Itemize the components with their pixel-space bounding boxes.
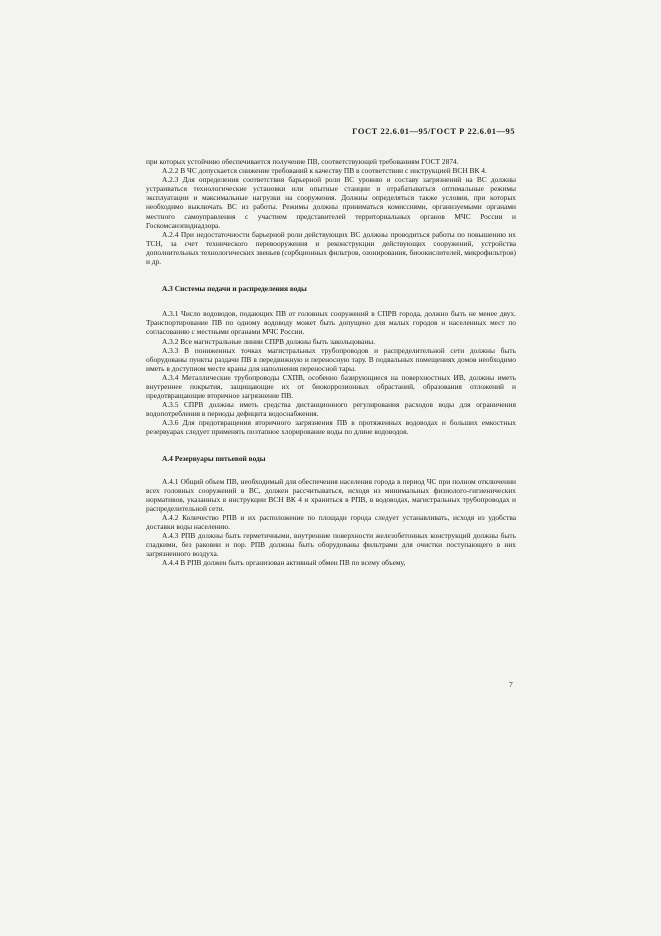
paragraph-a4-2: А.4.2 Количество РПВ и их расположение по площади города следует устанавливать, исходя из удобства доставки воды населению. xyxy=(146,513,516,532)
section-heading-a4: А.4 Резервуары питьевой воды xyxy=(162,453,266,463)
paragraph-a2-2: А.2.2 В ЧС допускается снижение требований к качеству ПВ в соответствии с инструкцией ВСН ВК 4. xyxy=(162,166,487,176)
paragraph-a2-4: А.2.4 При недостаточности барьерной роли действующих ВС должны проводиться работы по повышению их ТСН, за счет технического перевооружения и реконструкции действующих сооружений, устройства дополнительных технологических звеньев (сорбционных фильтров, озонирования, биоокислителей, микрофильтров) и др. xyxy=(146,229,516,267)
document-header: ГОСТ 22.6.01—95/ГОСТ Р 22.6.01—95 xyxy=(352,126,515,136)
paragraph-a3-3: А.3.3 В пониженных точках магистральных трубопроводов и распределительной сети должны быть оборудованы пункты раздачи ПВ в передвижную и переносную тару. В подвальных помещениях домов необходимо иметь в доступном месте краны для наполнения переносной тары. xyxy=(146,345,516,373)
paragraph-a2-3: А.2.3 Для определения соответствия барьерной роли ВС уровню и составу загрязнений на ВС должны устраиваться технологические установки или опытные станции и отрабатываться оптимальные режимы эксплуатации и максимальные нагрузки на сооружения. Должны определяться также условия, при которых необходимо выключать ВС из работы. Режимы должны приниматься комиссиями, организуемыми органами местного самоуправления с участием представителей территориальных органов МЧС России и Госкомсанэпиднадзора. xyxy=(146,175,516,230)
paragraph-a3-5: А.3.5 СПРВ должны иметь средства дистанционного регулирования расходов воды для ограничения водопотребления в периоды дефицита водоснабжения. xyxy=(146,400,516,419)
paragraph-a3-1: А.3.1 Число водоводов, подающих ПВ от головных сооружений в СПРВ города, должно быть не менее двух. Транспортирование ПВ по одному водоводу может быть допущено для малых городов и населенных мест по согласованию с местными органами МЧС России. xyxy=(146,309,516,337)
paragraph-a4-3: А.4.3 РПВ должны быть герметичными, внутренние поверхности железобетонных конструкций должны быть гладкими, без раковин и пор. РПВ должны быть оборудованы фильтрами для очистки поступающего в них загрязненного воздуха. xyxy=(146,531,516,559)
page-number: 7 xyxy=(509,680,513,689)
paragraph: при которых устойчиво обеспечивается получение ПВ, соответствующей требованиям ГОСТ 2874. xyxy=(146,157,459,166)
section-heading-a3: А.3 Системы подачи и распределения воды xyxy=(162,284,307,294)
paragraph-a3-2: А.3.2 Все магистральные линии СПРВ должны быть закольцованы. xyxy=(162,336,376,346)
document-body xyxy=(146,157,516,568)
paragraph-a4-4: А.4.4 В РПВ должен быть организован активный обмен ПВ по всему объему, xyxy=(162,558,406,568)
paragraph-a3-4: А.3.4 Металлические трубопроводы СХПВ, особенно базирующиеся на поверхностных ИВ, должны иметь внутреннее покрытия, защищающие их от биокоррозионных обрастаний, образования отложений и предотвращающие вторичное загрязнение ПВ. xyxy=(146,372,516,401)
paragraph-a4-1: А.4.1 Общий объем ПВ, необходимый для обеспечения населения города в период ЧС при полном отключении всех головных сооружений в ВС, должен рассчитываться, исходя из минимальных физиолого-гигиенических нормативов, указанных в инструкции ВСН ВК 4 и храниться в РПВ, в водоводах, магистральных трубопроводах и распределительной сети. xyxy=(146,476,516,513)
paragraph-a3-6: А.3.6 Для предотвращения вторичного загрязнения ПВ в протяженных водоводах и больших емкостных резервуарах следует применять поэтапное хлорирование воды по длине водоводов. xyxy=(146,418,516,437)
